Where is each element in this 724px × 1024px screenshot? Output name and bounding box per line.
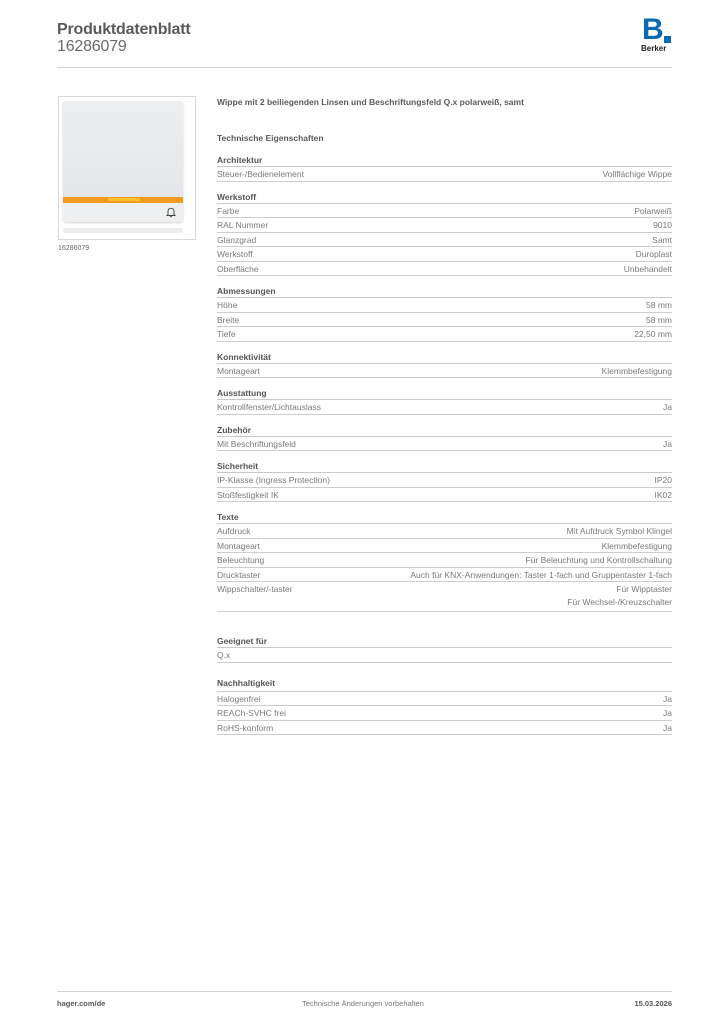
spec-label: Beleuchtung — [217, 555, 265, 565]
spec-value: Ja — [663, 722, 672, 733]
spec-value: Ja — [663, 708, 672, 718]
spec-row — [217, 582, 672, 612]
spec-label: Werkstoff — [217, 249, 253, 259]
logo-text: Berker — [641, 44, 667, 53]
spec-value: IK02 — [654, 489, 672, 500]
spec-label: Mit Beschriftungsfeld — [217, 438, 296, 449]
spec-value: Ja — [663, 438, 672, 449]
spec-label: Glanzgrad — [217, 234, 257, 245]
image-caption: 16286079 — [58, 245, 90, 252]
spec-value — [567, 583, 672, 608]
section-geeignet-fuer — [217, 635, 672, 663]
spec-row — [217, 313, 672, 328]
spec-label: Höhe — [217, 300, 238, 310]
spec-label: Kontrollfenster/Lichtauslass — [217, 402, 321, 412]
spec-row — [217, 539, 672, 554]
spec-label: REACh-SVHC frei — [217, 708, 286, 718]
bell-icon — [165, 206, 177, 218]
spec-row — [217, 706, 672, 721]
spec-value: IP20 — [654, 475, 672, 485]
section-zubehoer — [217, 424, 672, 452]
section-werkstoff — [217, 191, 672, 277]
spec-value: 58 mm — [646, 300, 672, 310]
spec-label: Tiefe — [217, 329, 236, 339]
logo-letter: B — [642, 13, 664, 46]
section-title: Zubehör — [217, 424, 672, 437]
berker-logo — [638, 15, 678, 55]
spec-value-line: Für Wipptaster — [616, 584, 672, 594]
spec-row — [217, 364, 672, 379]
spec-value: Unbehandelt — [623, 263, 672, 274]
spec-content — [217, 95, 672, 735]
product-number: 16286079 — [57, 38, 127, 55]
spacer — [217, 612, 672, 626]
spec-row — [217, 400, 672, 415]
logo-dot — [664, 36, 671, 43]
product-image — [58, 96, 196, 240]
spec-row — [217, 721, 672, 736]
spec-value: Für Beleuchtung und Kontrollschaltung — [525, 555, 672, 565]
footer-divider — [57, 991, 672, 992]
spec-row — [217, 218, 672, 233]
spec-value: 58 mm — [646, 314, 672, 325]
spec-value: Duroplast — [635, 249, 672, 259]
spec-label: Montageart — [217, 540, 260, 551]
spec-value: Polarweiß — [634, 205, 672, 216]
spec-row — [217, 692, 672, 707]
section-ausstattung — [217, 387, 672, 415]
product-name: Wippe mit 2 beiliegenden Linsen und Beschriftungsfeld Q.x polarweiß, samt — [217, 97, 524, 107]
spec-label: Breite — [217, 314, 240, 325]
spec-label: Wippschalter/-taster — [217, 584, 293, 594]
spec-row — [217, 524, 672, 539]
section-konnektivitaet — [217, 351, 672, 379]
section-texte — [217, 511, 672, 612]
spec-row — [217, 233, 672, 248]
spec-label: Drucktaster — [217, 569, 261, 580]
spec-value-line: Für Wechsel-/Kreuzschalter — [567, 596, 672, 607]
footer-website-link[interactable]: hager.com/de — [57, 999, 106, 1008]
header-divider — [57, 67, 672, 68]
section-sicherheit — [217, 460, 672, 502]
spec-label: Oberfläche — [217, 263, 259, 274]
section-title: Konnektivität — [217, 351, 672, 364]
tech-heading: Technische Eigenschaften — [217, 133, 324, 143]
spec-label: RAL Nummer — [217, 220, 269, 230]
spec-row — [217, 327, 672, 342]
spec-row — [217, 204, 672, 219]
section-title: Nachhaltigkeit — [217, 676, 672, 692]
spec-row — [217, 262, 672, 277]
section-title: Geeignet für — [217, 635, 672, 648]
section-title: Sicherheit — [217, 460, 672, 473]
spec-label: Q.x — [217, 650, 231, 660]
spec-row — [217, 568, 672, 583]
rocker-surface — [63, 101, 183, 197]
section-title: Abmessungen — [217, 285, 672, 298]
spec-row — [217, 167, 672, 182]
spec-label: IP-Klasse (Ingress Protection) — [217, 475, 330, 485]
spec-row — [217, 247, 672, 262]
spec-value: 9010 — [653, 220, 672, 230]
section-title: Ausstattung — [217, 387, 672, 400]
spec-value: Auch für KNX-Anwendungen: Taster 1-fach und Gruppentaster 1-fach — [410, 569, 672, 580]
spec-label: RoHS-konform — [217, 722, 274, 733]
section-architektur — [217, 154, 672, 182]
spec-label: Aufdruck — [217, 526, 251, 536]
spec-row — [217, 553, 672, 568]
spec-row — [217, 437, 672, 452]
spec-label: Farbe — [217, 205, 240, 216]
spec-value: Ja — [663, 402, 672, 412]
footer-date: 15.03.2026 — [634, 999, 672, 1008]
section-nachhaltigkeit — [217, 676, 672, 736]
spec-row — [217, 488, 672, 503]
spec-value: Klemmbefestigung — [601, 365, 672, 376]
document-title: Produktdatenblatt — [57, 21, 191, 38]
spec-value: Ja — [663, 693, 672, 704]
spec-label: Steuer-/Bedienelement — [217, 169, 304, 179]
spec-value: Mit Aufdruck Symbol Klingel — [566, 526, 672, 536]
spec-value: Samt — [652, 234, 672, 245]
spec-label: Halogenfrei — [217, 693, 261, 704]
rocker-switch-illustration — [63, 101, 183, 222]
label-insert — [63, 228, 183, 233]
spec-label: Stoßfestigkeit IK — [217, 489, 279, 500]
section-title: Texte — [217, 511, 672, 524]
spec-row — [217, 298, 672, 313]
lens — [108, 198, 140, 201]
spec-row — [217, 648, 672, 663]
spec-value: 22,50 mm — [634, 329, 672, 339]
section-abmessungen — [217, 285, 672, 342]
footer-notice: Technische Änderungen vorbehalten — [302, 999, 424, 1008]
spec-row — [217, 473, 672, 488]
section-title: Werkstoff — [217, 191, 672, 204]
spec-value: Klemmbefestigung — [601, 540, 672, 551]
section-title: Architektur — [217, 154, 672, 167]
spec-label: Montageart — [217, 365, 260, 376]
spec-value: Vollflächige Wippe — [602, 169, 672, 179]
